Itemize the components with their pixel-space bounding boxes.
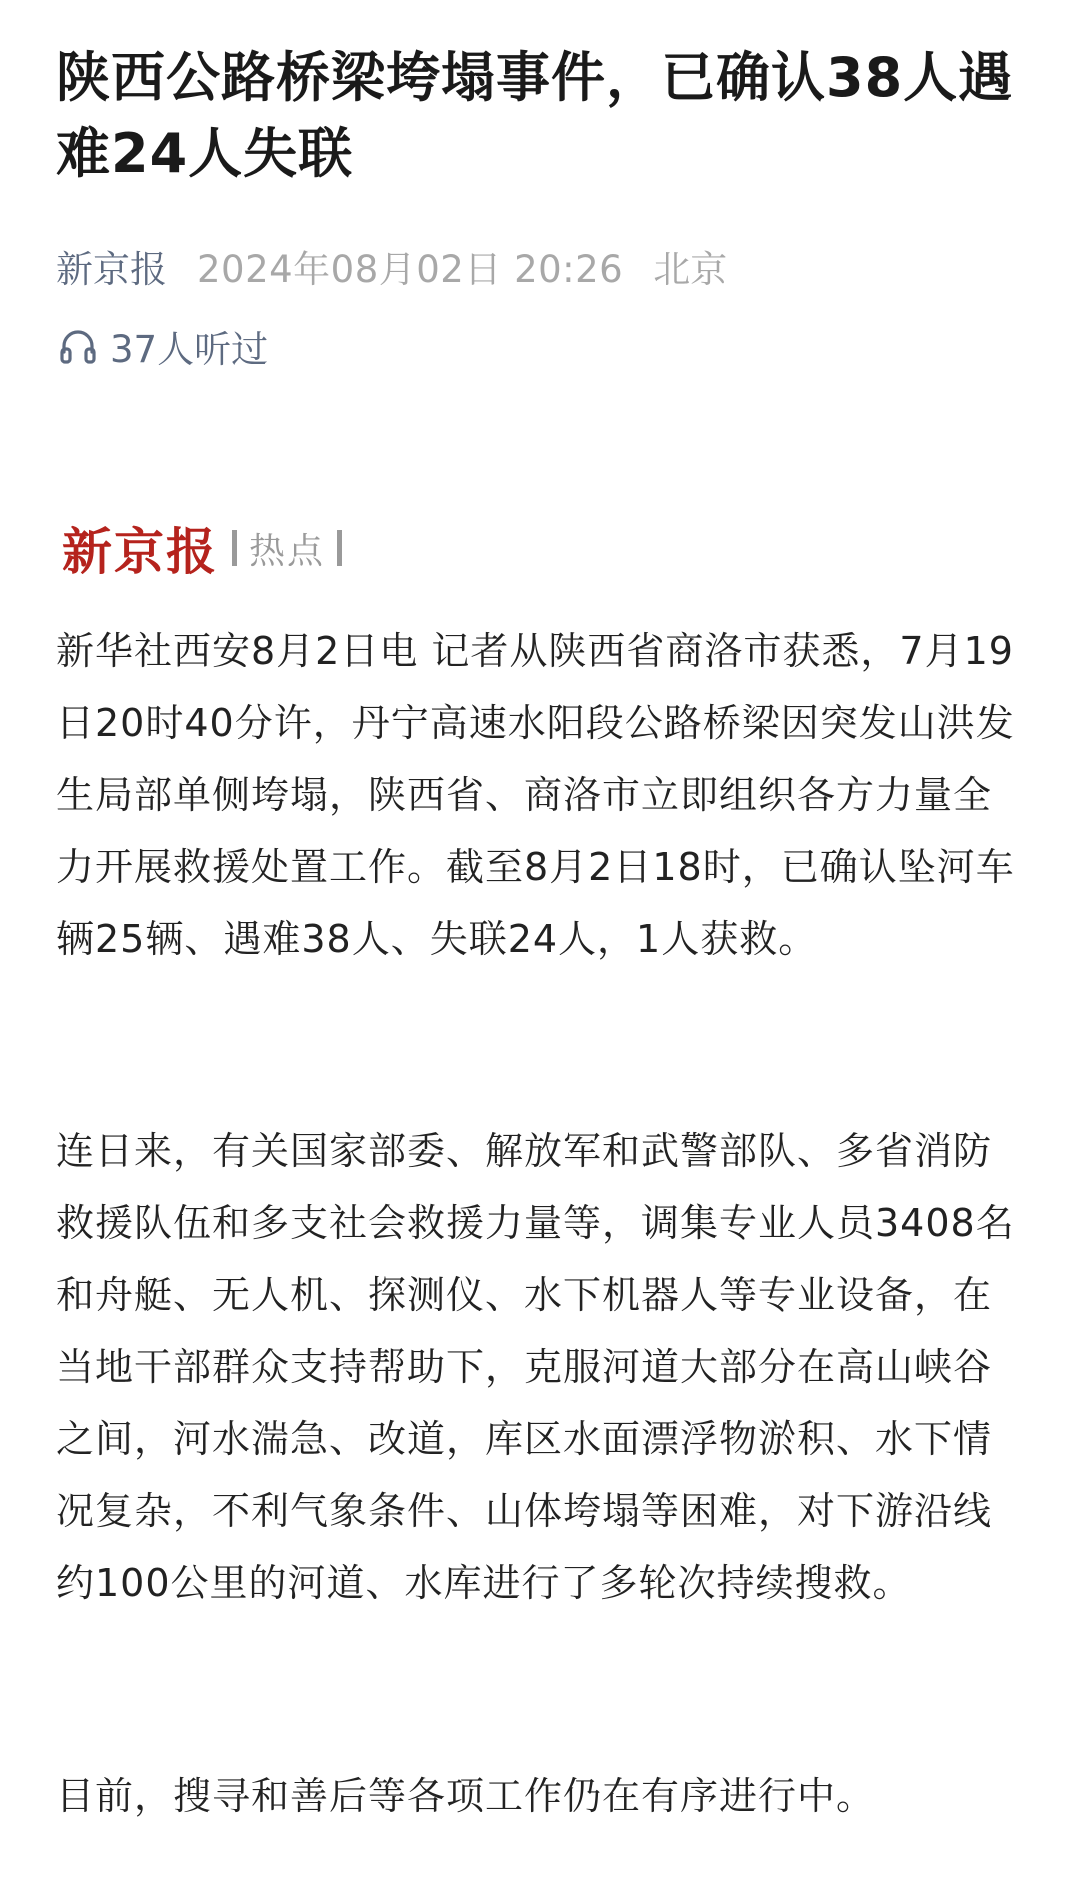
brand-header [62,516,342,580]
body-paragraph: 目前，搜寻和善后等各项工作仍在有序进行中。 [56,1774,876,1818]
divider [232,530,237,566]
brand-section-label: 热点 [249,530,326,572]
publish-location: 北京 [653,248,728,291]
brand-logo: 新京报 [62,522,218,581]
listen-count: 37人听过 [110,328,269,371]
article-title: 陕西公路桥梁垮塌事件，已确认38人遇难24人失联 [56,46,1014,185]
publish-datetime: 2024年08月02日 20:26 [197,248,624,291]
body-paragraph: 新华社西安8月2日电 记者从陕西省商洛市获悉，7月19日20时40分许，丹宁高速水阳段公路桥梁因突发山洪发生局部单侧垮塌，陕西省、商洛市立即组织各方力量全力开展救援处置工作。截至8月2日18时，已确认坠河车辆25辆、遇难38人、失联24人，1人获救。 [56,629,1015,961]
headphones-icon [56,324,100,368]
divider [337,530,342,566]
article-meta [56,238,727,294]
listen-button[interactable] [56,318,268,374]
source-link[interactable]: 新京报 [56,248,167,291]
body-paragraph: 连日来，有关国家部委、解放军和武警部队、多省消防救援队伍和多支社会救援力量等，调集专业人员3408名和舟艇、无人机、探测仪、水下机器人等专业设备，在当地干部群众支持帮助下，克服河道大部分在高山峡谷之间，河水湍急、改道，库区水面漂浮物淤积、水下情况复杂，不利气象条件、山体垮塌等困难，对下游沿线约100公里的河道、水库进行了多轮次持续搜救。 [56,1129,1015,1605]
